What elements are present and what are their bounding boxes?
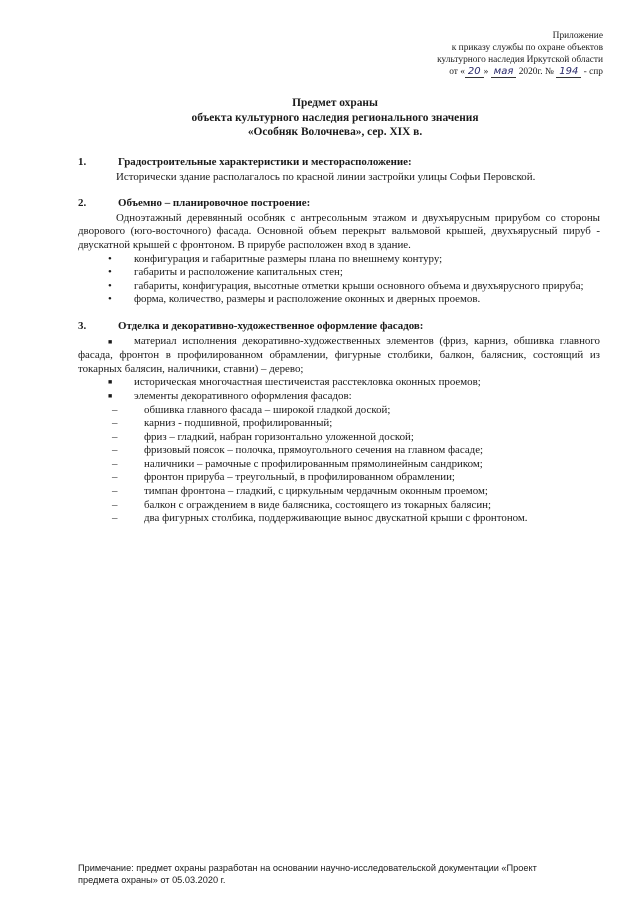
handwritten-number: 194 bbox=[556, 66, 581, 78]
section-number: 3. bbox=[78, 319, 87, 332]
title-line-3: «Особняк Волочнева», сер. XIX в. bbox=[247, 126, 423, 139]
dash-bullet-icon: – bbox=[112, 512, 118, 525]
list-item-text: фронтон прируба – треугольный, в профилированном обрамлении; bbox=[144, 471, 455, 484]
list-item bbox=[78, 266, 600, 280]
square-bullet-icon: ■ bbox=[108, 378, 113, 387]
handwritten-day: 20 bbox=[465, 66, 484, 78]
list-item-text: материал исполнения декоративно-художественных элементов (фриз, карниз, обшивка главного фасада, фронтон в профилированном обрамлении, фигурные столбики, балкон, балясник, состоящий из токарных балясин, наличники, ставни) – дерево; bbox=[78, 334, 600, 375]
appendix-title: Приложение bbox=[552, 31, 603, 41]
square-bullet-icon: ■ bbox=[108, 337, 113, 346]
section-heading bbox=[78, 156, 600, 170]
list-item bbox=[78, 376, 600, 390]
list-item-text: конфигурация и габаритные размеры плана по внешнему контуру; bbox=[134, 252, 443, 265]
section-heading-text: Объемно – планировочное построение: bbox=[118, 197, 311, 210]
dash-list-item bbox=[78, 444, 600, 458]
section-2 bbox=[78, 197, 600, 307]
dash-bullet-icon: – bbox=[112, 498, 118, 511]
dash-list-item bbox=[78, 417, 600, 431]
square-bullet-icon: ■ bbox=[108, 391, 113, 400]
bullet-icon: • bbox=[108, 266, 112, 279]
list-item-text: наличники – рамочные с профилированным прямолинейным сандриком; bbox=[144, 457, 483, 470]
dash-list-item bbox=[78, 458, 600, 472]
title-line-1: Предмет охраны bbox=[292, 97, 378, 109]
section-heading-text: Градостроительные характеристики и месторасположение: bbox=[118, 156, 412, 168]
footnote-line-2: предмета охраны» от 05.03.2020 г. bbox=[78, 875, 226, 885]
section-heading-text: Отделка и декоративно-художественное оформление фасадов: bbox=[118, 319, 424, 332]
list-item bbox=[78, 280, 600, 294]
bullet-icon: • bbox=[108, 279, 112, 292]
appendix-line-2: культурного наследия Иркутской области bbox=[437, 55, 603, 65]
date-year: 2020г. № bbox=[518, 67, 554, 77]
dash-list-item bbox=[78, 431, 600, 445]
bullet-icon: • bbox=[108, 293, 112, 306]
dash-bullet-icon: – bbox=[112, 403, 118, 416]
appendix-line-1: к приказу службы по охране объектов bbox=[451, 43, 603, 53]
handwritten-month: мая bbox=[491, 66, 517, 78]
list-item-text: габариты, конфигурация, высотные отметки крыши основного объема и двухъярусного прируба; bbox=[134, 279, 584, 292]
section-number: 2. bbox=[78, 197, 87, 210]
section-heading bbox=[78, 320, 600, 334]
dash-list-item bbox=[78, 471, 600, 485]
section-number: 1. bbox=[78, 156, 87, 168]
date-prefix: от « bbox=[449, 67, 465, 77]
section-paragraph: Исторически здание располагалось по красной линии застройки улицы Софьи Перовской. bbox=[116, 170, 536, 183]
footnote-line-1: Примечание: предмет охраны разработан на основании научно-исследовательской документации «Проект bbox=[78, 863, 537, 873]
document-title bbox=[70, 96, 600, 140]
list-item bbox=[78, 293, 600, 307]
dash-bullet-icon: – bbox=[112, 444, 118, 457]
list-item bbox=[78, 253, 600, 267]
list-item bbox=[78, 335, 600, 377]
list-item-text: карниз - подшивной, профилированный; bbox=[144, 417, 333, 430]
appendix-date-line bbox=[303, 66, 603, 78]
footnote bbox=[78, 862, 598, 886]
list-item-text: фризовый поясок – полочка, прямоугольного сечения на главном фасаде; bbox=[144, 444, 484, 457]
dash-bullet-icon: – bbox=[112, 417, 118, 430]
dash-bullet-icon: – bbox=[112, 457, 118, 470]
dash-list-item bbox=[78, 404, 600, 418]
dash-bullet-icon: – bbox=[112, 471, 118, 484]
title-line-2: объекта культурного наследия регионального значения bbox=[191, 111, 479, 124]
section-1 bbox=[78, 156, 600, 184]
quote-close: » bbox=[483, 67, 489, 77]
list-item-text: два фигурных столбика, поддерживающие вынос двускатной крыши с фронтоном. bbox=[144, 512, 528, 525]
list-item-text: элементы декоративного оформления фасадов: bbox=[134, 389, 352, 402]
appendix-header bbox=[303, 30, 603, 78]
order-suffix: - спр bbox=[583, 67, 603, 77]
list-item bbox=[78, 390, 600, 404]
section-heading bbox=[78, 197, 600, 211]
list-item-text: фриз – гладкий, набран горизонтально уложенной доской; bbox=[144, 430, 414, 443]
list-item-text: обшивка главного фасада – широкой гладкой доской; bbox=[144, 403, 391, 416]
section-3 bbox=[78, 320, 600, 526]
list-item-text: форма, количество, размеры и расположение оконных и дверных проемов. bbox=[134, 293, 481, 306]
dash-list-item bbox=[78, 499, 600, 513]
list-item-text: габариты и расположение капитальных стен; bbox=[134, 266, 343, 279]
section-paragraph: Одноэтажный деревянный особняк с антресольным этажом и двухъярусным прирубом со стороны дворового (юго-восточного) фасада. Основной объем перекрыт вальмовой крышей, двухъярусный пируб - двускатной крышей с фронтоном. В прирубе расположен вход в здание. bbox=[78, 211, 600, 251]
list-item-text: историческая многочастная шестичеистая расстекловка оконных проемов; bbox=[134, 376, 481, 389]
dash-bullet-icon: – bbox=[112, 485, 118, 498]
dash-list-item bbox=[78, 485, 600, 499]
bullet-icon: • bbox=[108, 252, 112, 265]
list-item-text: балкон с ограждением в виде балясника, состоящего из токарных балясин; bbox=[144, 498, 492, 511]
dash-list-item bbox=[78, 512, 600, 526]
dash-bullet-icon: – bbox=[112, 430, 118, 443]
list-item-text: тимпан фронтона – гладкий, с циркульным чердачным оконным проемом; bbox=[144, 485, 488, 498]
document-body bbox=[78, 156, 600, 539]
